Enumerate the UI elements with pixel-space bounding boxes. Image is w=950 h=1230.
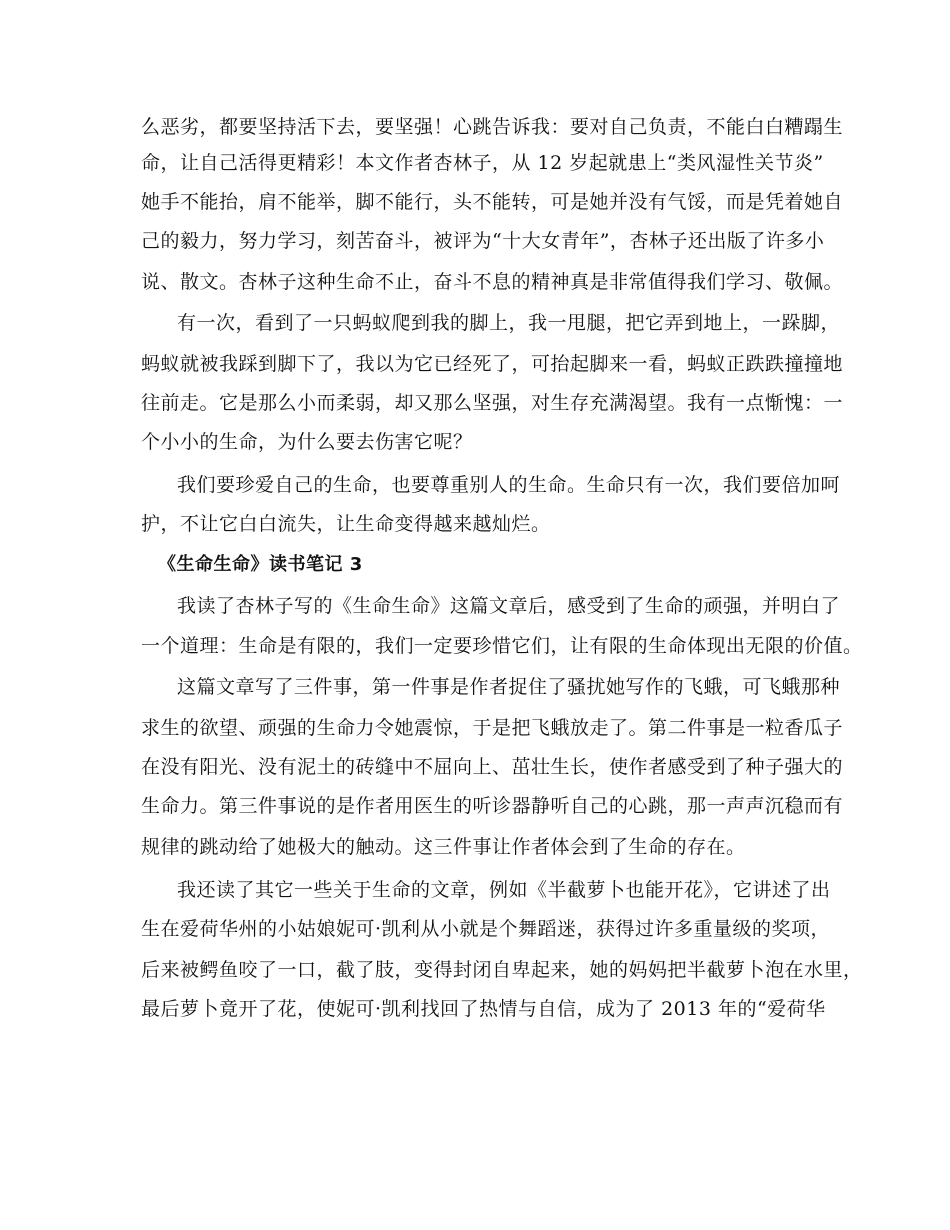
text-line: 生在爱荷华州的小姑娘妮可·凯利从小就是个舞蹈迷，获得过许多重量级的奖项， <box>141 918 831 940</box>
text-line: 一个道理：生命是有限的，我们一定要珍惜它们，让有限的生命体现出无限的价值。 <box>141 635 863 657</box>
text-line: 规律的跳动给了她极大的触动。这三件事让作者体会到了生命的存在。 <box>141 836 746 858</box>
paragraph-start-line: 这篇文章写了三件事，第一件事是作者捉住了骚扰她写作的飞蛾，可飞蛾那种 <box>177 676 841 698</box>
text-line: 护，不让它白白流失，让生命变得越来越灿烂。 <box>141 513 551 535</box>
text-line: 蚂蚁就被我踩到脚下了，我以为它已经死了，可抬起脚来一看，蚂蚁正跌跌撞撞地 <box>141 353 844 375</box>
paragraph-start-line: 我们要珍爱自己的生命，也要尊重别人的生命。生命只有一次，我们要倍加呵 <box>177 474 841 496</box>
text-line: 在没有阳光、没有泥土的砖缝中不屈向上、茁壮生长，使作者感受到了种子强大的 <box>141 756 844 778</box>
section-heading: 《生命生命》读书笔记 3 <box>158 554 363 575</box>
text-line: 己的毅力，努力学习，刻苦奋斗，被评为“十大女青年”，杏林子还出版了许多小 <box>141 230 825 252</box>
paragraph-start-line: 有一次，看到了一只蚂蚁爬到我的脚上，我一甩腿，把它弄到地上，一跺脚， <box>177 312 841 334</box>
text-line: 说、散文。杏林子这种生命不止，奋斗不息的精神真是非常值得我们学习、敬佩。 <box>141 271 844 293</box>
text-line: 最后萝卜竟开了花，使妮可·凯利找回了热情与自信，成为了 2013 年的“爱荷华 <box>141 998 826 1020</box>
text-line: 后来被鳄鱼咬了一口，截了肢，变得封闭自卑起来，她的妈妈把半截萝卜泡在水里， <box>141 959 863 981</box>
text-line: 她手不能抬，肩不能举，脚不能行，头不能转，可是她并没有气馁，而是凭着她自 <box>141 191 844 213</box>
text-line: 生命力。第三件事说的是作者用医生的听诊器静听自己的心跳，那一声声沉稳而有 <box>141 795 844 817</box>
paragraph-start-line: 我读了杏林子写的《生命生命》这篇文章后，感受到了生命的顽强，并明白了 <box>177 595 841 617</box>
text-line: 求生的欲望、顽强的生命力令她震惊，于是把飞蛾放走了。第二件事是一粒香瓜子 <box>141 717 844 739</box>
text-line: 么恶劣，都要坚持活下去，要坚强！心跳告诉我：要对自己负责，不能白白糟蹋生 <box>141 116 844 138</box>
text-line: 往前走。它是那么小而柔弱，却又那么坚强，对生存充满渴望。我有一点惭愧：一 <box>141 392 844 414</box>
paragraph-start-line: 我还读了其它一些关于生命的文章，例如《半截萝卜也能开花》，它讲述了出 <box>177 879 831 901</box>
text-line: 命，让自己活得更精彩！本文作者杏林子，从 12 岁起就患上“类风湿性关节炎” <box>141 152 824 174</box>
text-line: 个小小的生命，为什么要去伤害它呢？ <box>141 431 473 453</box>
